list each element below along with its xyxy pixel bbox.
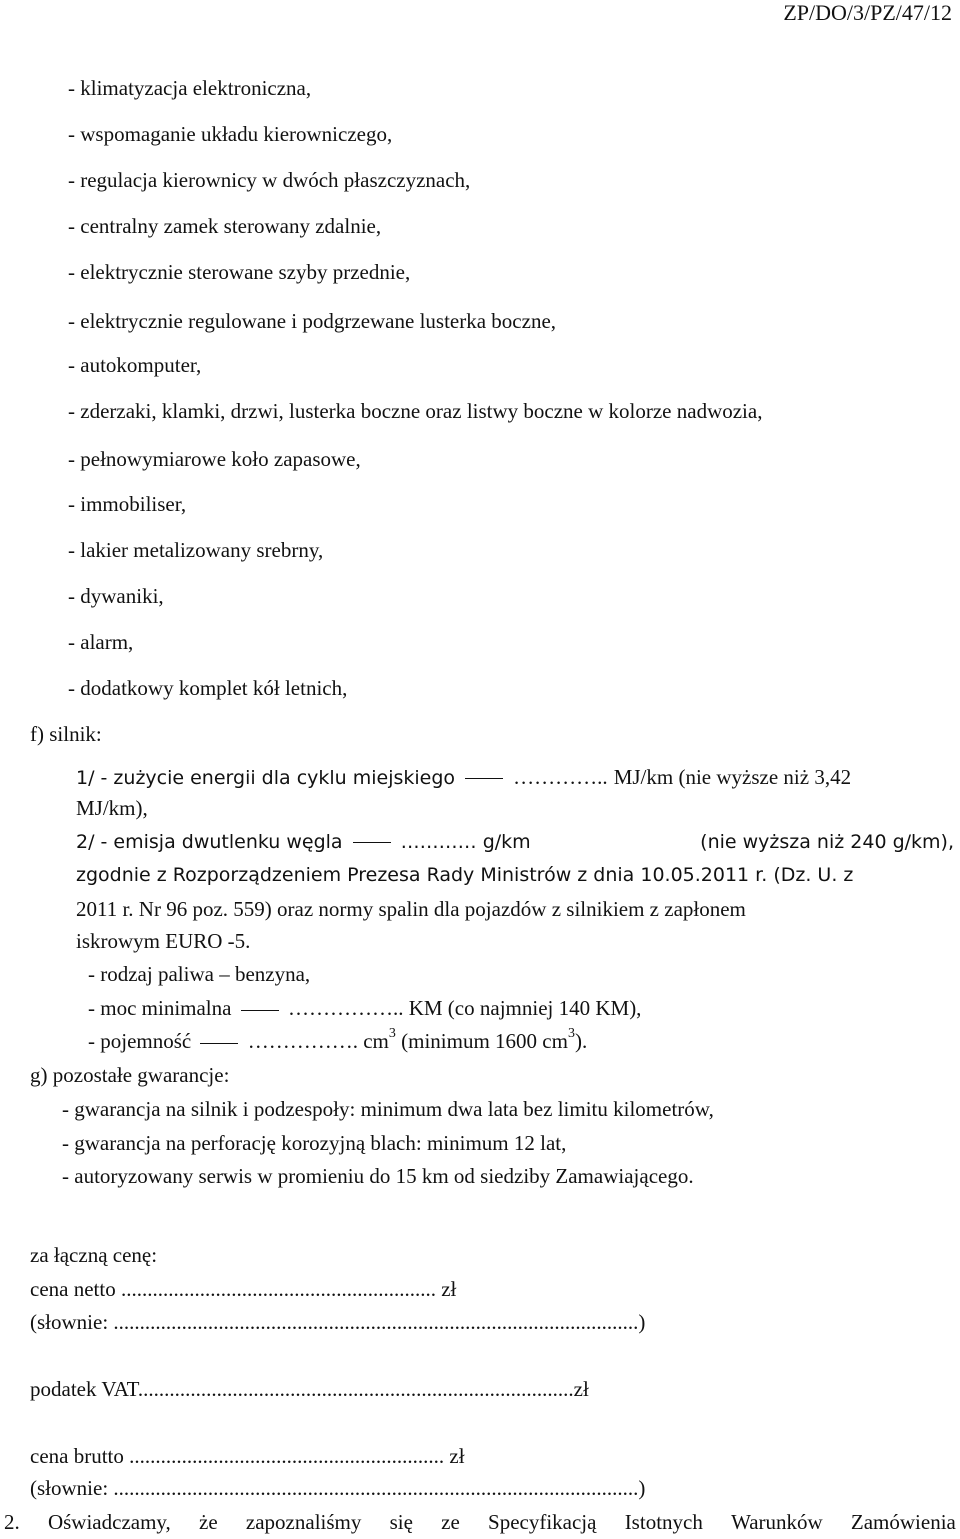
vat-field: podatek VAT...................................................................................zł: [30, 1377, 589, 1401]
list-item: - gwarancja na perforację korozyjną blach: minimum 12 lat,: [62, 1131, 567, 1155]
declaration-word: ze: [441, 1510, 460, 1534]
list-item: - elektrycznie regulowane i podgrzewane lusterka boczne,: [68, 309, 557, 333]
total-price-label: za łączną cenę:: [30, 1243, 158, 1267]
dash-divider: [200, 1043, 238, 1044]
list-item: - lakier metalizowany srebrny,: [68, 538, 324, 562]
energy-unit-limit: MJ/km (nie wyższe niż 3,42: [613, 765, 852, 789]
section-heading-warranty: g) pozostałe gwarancje:: [30, 1063, 230, 1087]
declaration-word: Warunków: [731, 1510, 823, 1534]
list-item: - gwarancja na silnik i podzespoły: minimum dwa lata bez limitu kilometrów,: [62, 1097, 714, 1121]
power-value: …………….. KM (co najmniej 140 KM),: [287, 996, 642, 1020]
list-item: - pełnowymiarowe koło zapasowe,: [68, 447, 361, 471]
energy-consumption-line: [76, 764, 851, 791]
list-item: - regulacja kierownicy w dwóch płaszczyznach,: [68, 168, 471, 192]
fuel-type: - rodzaj paliwa – benzyna,: [88, 962, 311, 986]
capacity-blank: ……………. cm: [247, 1029, 389, 1053]
list-item: - autoryzowany serwis w promieniu do 15 km od siedziby Zamawiającego.: [62, 1164, 694, 1188]
list-item: - wspomaganie układu kierowniczego,: [68, 122, 393, 146]
document-id: ZP/DO/3/PZ/47/12: [783, 0, 952, 25]
co2-limit: (nie wyższa niż 240 g/km),: [700, 831, 954, 853]
list-item: - elektrycznie sterowane szyby przednie,: [68, 260, 411, 284]
list-item: - autokomputer,: [68, 353, 202, 377]
capacity-min: (minimum 1600 cm: [395, 1029, 568, 1053]
capacity-exponent: 3: [388, 1026, 396, 1041]
list-item: - dodatkowy komplet kół letnich,: [68, 676, 348, 700]
declaration-word: że: [199, 1510, 218, 1534]
declaration-word: zapoznaliśmy: [245, 1510, 362, 1534]
capacity-exponent-2: 3: [567, 1026, 575, 1041]
net-price-in-words: (słownie: ....................................................................................................): [30, 1310, 646, 1334]
capacity-label: - pojemność: [88, 1029, 192, 1053]
capacity-end: ).: [574, 1029, 588, 1053]
list-item: - immobiliser,: [68, 492, 187, 516]
regulation-text-2: 2011 r. Nr 96 poz. 559) oraz normy spalin dla pojazdów z silnikiem z zapłonem: [76, 897, 746, 921]
dash-divider: [241, 1010, 279, 1011]
energy-blank: …………..: [513, 765, 608, 789]
capacity-line: [88, 1028, 587, 1054]
regulation-text-3: iskrowym EURO -5.: [76, 929, 251, 953]
co2-emission-line: [76, 829, 954, 855]
section-heading-engine: f) silnik:: [30, 722, 102, 746]
list-item: - dywaniki,: [68, 584, 164, 608]
energy-label: 1/ - zużycie energii dla cyklu miejskiego: [76, 767, 456, 789]
declaration-word: Zamówienia: [850, 1510, 956, 1534]
net-price-field: cena netto ............................................................ zł: [30, 1277, 457, 1301]
regulation-text-1: zgodnie z Rozporządzeniem Prezesa Rady Ministrów z dnia 10.05.2011 r. (Dz. U. z: [76, 864, 854, 886]
list-item: - centralny zamek sterowany zdalnie,: [68, 214, 382, 238]
declaration-word: Istotnych: [624, 1510, 703, 1534]
list-item: - zderzaki, klamki, drzwi, lusterka boczne oraz listwy boczne w kolorze nadwozia,: [68, 399, 763, 423]
gross-price-field: cena brutto ............................................................ zł: [30, 1444, 465, 1468]
list-item: - klimatyzacja elektroniczna,: [68, 76, 312, 100]
co2-blank: ………… g/km: [400, 831, 531, 853]
declaration-word: Oświadczamy,: [47, 1510, 171, 1534]
declaration-line: [4, 1509, 956, 1535]
declaration-word: Specyfikacją: [488, 1510, 597, 1534]
declaration-number: 2.: [4, 1510, 20, 1534]
energy-unit-cont: MJ/km),: [76, 796, 148, 820]
list-item: - alarm,: [68, 630, 134, 654]
power-line: [88, 995, 641, 1021]
power-label: - moc minimalna: [88, 996, 232, 1020]
gross-price-in-words: (słownie: ....................................................................................................): [30, 1476, 646, 1500]
declaration-word: się: [389, 1510, 413, 1534]
co2-label: 2/ - emisja dwutlenku węgla: [76, 831, 343, 853]
dash-divider: [465, 778, 503, 779]
dash-divider: [353, 842, 391, 843]
